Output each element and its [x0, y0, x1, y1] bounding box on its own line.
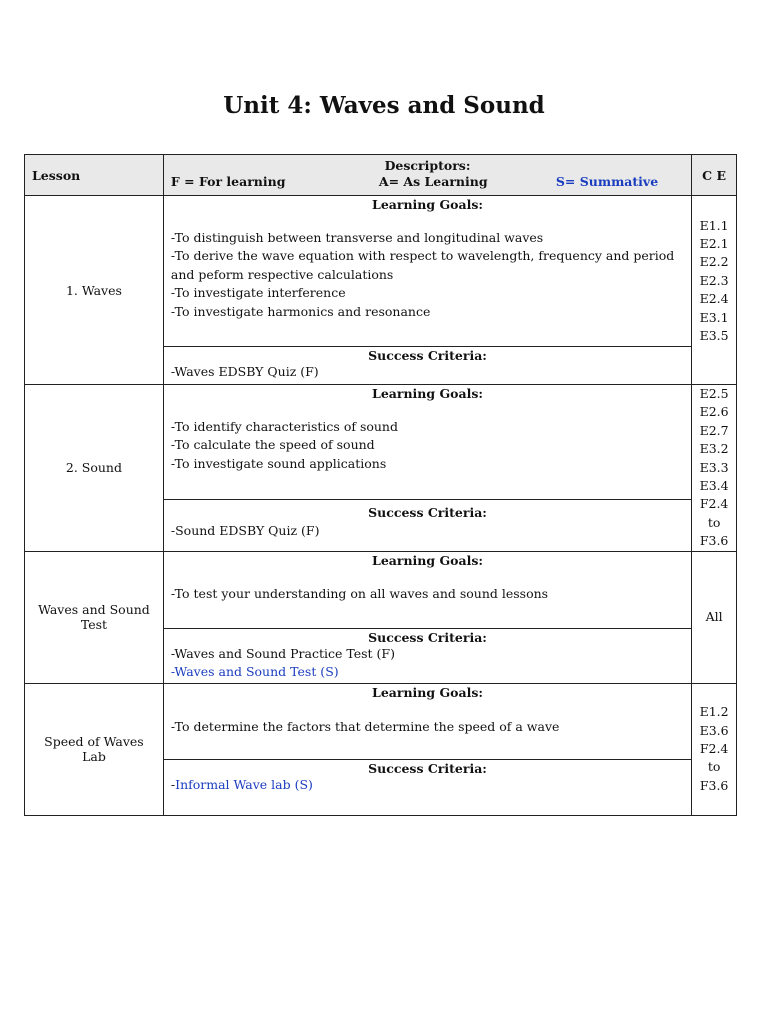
ce-code: F3.6 — [699, 533, 729, 549]
ce-code: E3.1 — [699, 309, 729, 325]
ce-code: to — [707, 514, 721, 530]
ce-code: E2.6 — [699, 404, 729, 420]
ce-code: to — [707, 759, 721, 775]
learning-goals-heading: Learning Goals: — [372, 197, 484, 212]
ce-code: F2.4 — [699, 496, 729, 512]
success-criteria-heading: Success Criteria: — [368, 504, 487, 520]
ce-code: E2.3 — [699, 272, 729, 288]
success-criteria-heading: Success Criteria: — [368, 348, 487, 363]
ce-cell — [692, 196, 737, 385]
ce-code: E3.5 — [699, 328, 729, 344]
ce-code: E3.4 — [699, 478, 729, 494]
success-criteria-heading: Success Criteria: — [368, 760, 487, 776]
lesson-name: 1. Waves — [25, 196, 164, 385]
goal-item: -To identify characteristics of sound — [170, 419, 398, 434]
learning-goals-cell — [163, 551, 691, 628]
goal-item: -To distinguish between transverse and longitudinal waves — [170, 230, 544, 245]
descriptor-as-learning: A= As Learning — [378, 174, 488, 189]
criteria-item-summative: -Waves and Sound Test (S) — [170, 664, 339, 680]
header-lesson: Lesson — [25, 155, 164, 196]
lesson-name: Speed of Waves Lab — [25, 683, 164, 815]
header-descriptors — [163, 155, 691, 196]
descriptor-for-learning: F = For learning — [170, 174, 286, 189]
success-criteria-cell — [163, 347, 691, 385]
success-criteria-heading: Success Criteria: — [368, 629, 487, 645]
goal-item: -To investigate sound applications — [170, 455, 387, 471]
goal-item: -To test your understanding on all waves and sound lessons — [170, 585, 549, 601]
ce-code: F3.6 — [699, 777, 729, 793]
ce-cell — [692, 683, 737, 815]
goal-item: -To investigate interference — [170, 285, 346, 301]
ce-code: E2.7 — [699, 422, 729, 438]
ce-cell — [692, 551, 737, 683]
learning-goals-cell — [163, 196, 691, 347]
lesson-name: Waves and Sound Test — [25, 551, 164, 683]
page-title: Unit 4: Waves and Sound — [223, 92, 545, 119]
criteria-item: -Waves EDSBY Quiz (F) — [170, 364, 319, 379]
criteria-item-summative: Informal Wave lab (S) — [175, 776, 313, 792]
header-row — [25, 155, 737, 196]
descriptors-title: Descriptors: — [384, 158, 471, 173]
ce-code: E2.4 — [699, 291, 729, 307]
ce-code: E3.6 — [699, 722, 729, 738]
ce-code: E1.2 — [699, 704, 729, 720]
lesson-name: 2. Sound — [25, 385, 164, 552]
goal-item: -To derive the wave equation with respect to wavelength, frequency and period and peform respective calculations — [170, 248, 675, 282]
learning-goals-heading: Learning Goals: — [372, 386, 484, 401]
goal-item: -To calculate the speed of sound — [170, 437, 375, 453]
ce-code: E2.1 — [699, 235, 729, 251]
goal-item: -To determine the factors that determine the speed of a wave — [170, 718, 560, 734]
ce-code: F2.4 — [699, 740, 729, 756]
ce-code: E3.2 — [699, 441, 729, 457]
success-criteria-cell — [163, 759, 691, 815]
ce-code: All — [705, 608, 723, 624]
table-row — [25, 551, 737, 628]
criteria-item: -Sound EDSBY Quiz (F) — [170, 522, 320, 538]
learning-goals-heading: Learning Goals: — [372, 684, 484, 700]
table-row — [25, 683, 737, 759]
success-criteria-cell — [163, 628, 691, 683]
learning-goals-heading: Learning Goals: — [372, 552, 484, 568]
table-row — [25, 196, 737, 347]
criteria-item — [164, 776, 691, 794]
learning-goals-cell — [163, 385, 691, 500]
ce-code: E1.1 — [699, 217, 729, 233]
descriptor-summative: S= Summative — [555, 174, 659, 189]
header-ce: C E — [692, 155, 737, 196]
success-criteria-cell — [163, 499, 691, 551]
ce-cell — [692, 385, 737, 552]
unit-table — [24, 154, 737, 816]
ce-code: E2.5 — [699, 386, 729, 401]
ce-code: E3.3 — [699, 459, 729, 475]
goal-item: -To investigate harmonics and resonance — [170, 303, 431, 319]
ce-code: E2.2 — [699, 254, 729, 270]
criteria-item: -Waves and Sound Practice Test (F) — [170, 645, 395, 661]
learning-goals-cell — [163, 683, 691, 759]
criteria-prefix: - — [170, 776, 176, 792]
table-row — [25, 385, 737, 500]
